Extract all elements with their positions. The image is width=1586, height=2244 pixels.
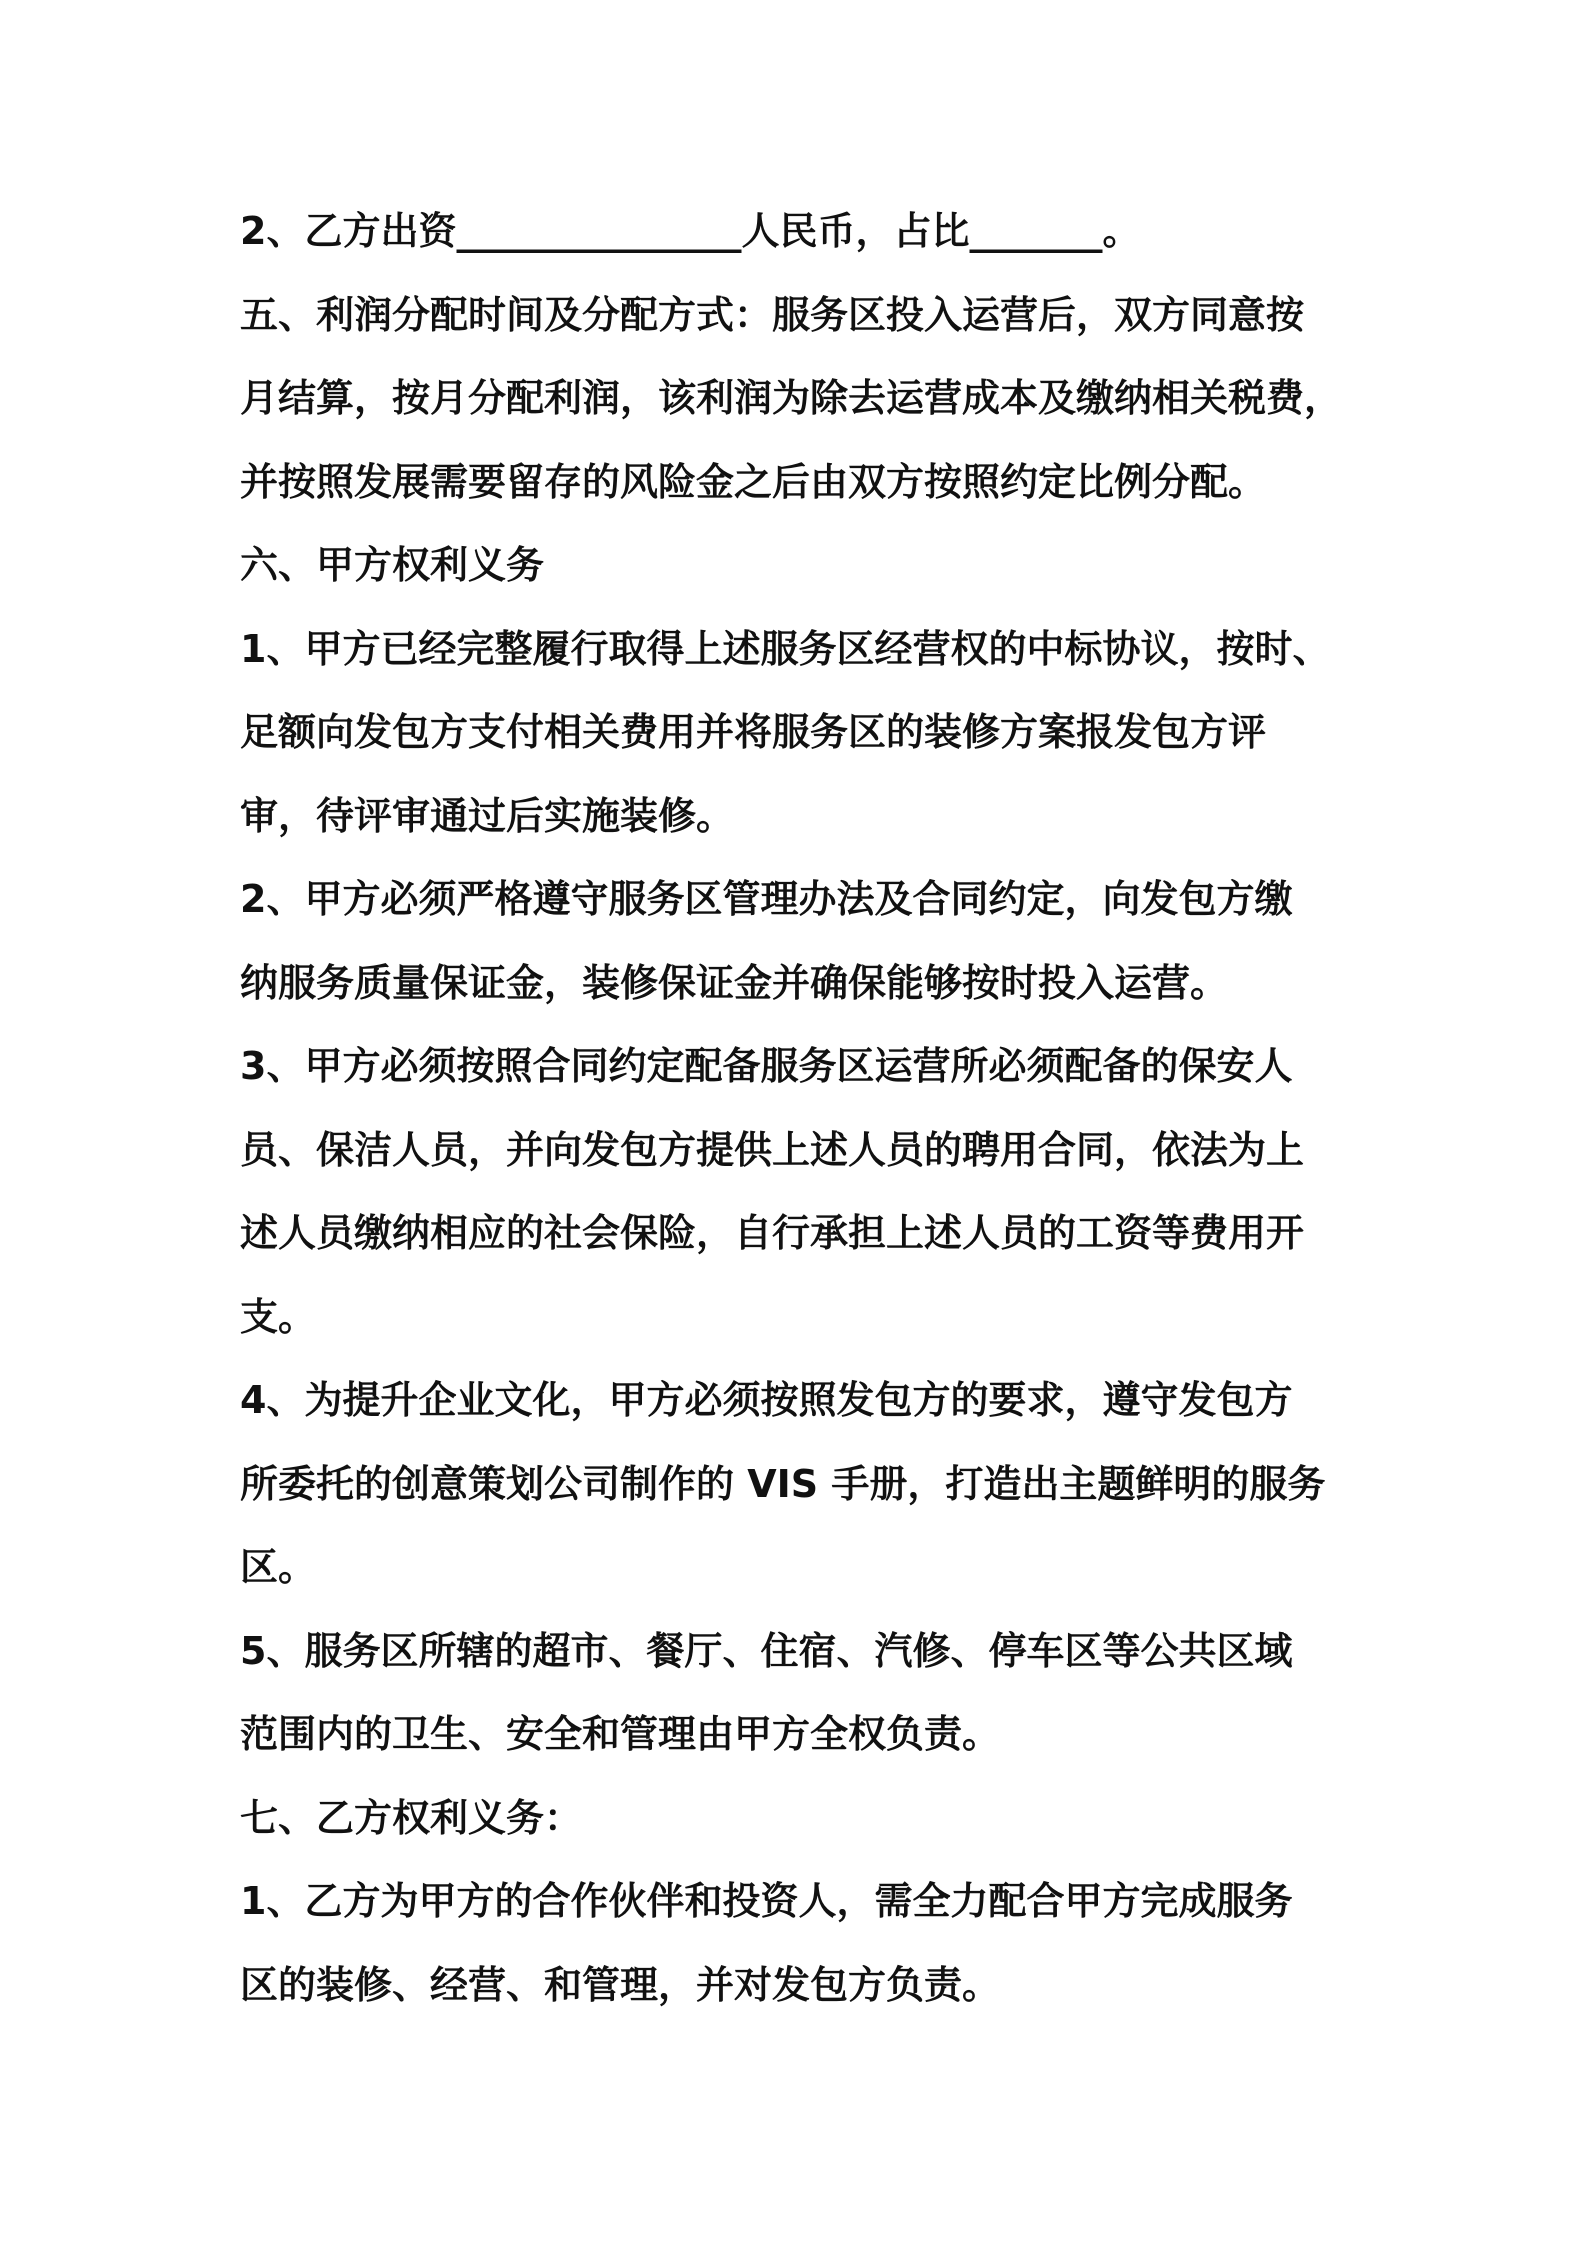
paragraph-line: 审，待评审通过后实施装修。 <box>240 793 735 838</box>
paragraph-line: 足额向发包方支付相关费用并将服务区的装修方案报发包方评 <box>240 710 1267 754</box>
paragraph-line: 区的装修、经营、和管理，并对发包方负责。 <box>240 1962 1001 2007</box>
paragraph-line: 并按照发展需要留存的风险金之后由双方按照约定比例分配。 <box>240 459 1267 504</box>
paragraph-line: 2、乙方出资_______________人民币，占比_______。 <box>240 209 1141 253</box>
paragraph-line: 3、甲方必须按照合同约定配备服务区运营所必须配备的保安人 <box>240 1044 1293 1088</box>
paragraph-line: 五、利润分配时间及分配方式：服务区投入运营后，双方同意按 <box>240 292 1305 337</box>
paragraph-line: 范围内的卫生、安全和管理由甲方全权负责。 <box>240 1712 1001 1756</box>
paragraph-line: 2、甲方必须严格遵守服务区管理办法及合同约定，向发包方缴 <box>240 877 1293 921</box>
document-body <box>240 190 1370 2027</box>
paragraph-line: 所委托的创意策划公司制作的 VIS 手册，打造出主题鲜明的服务 <box>240 1461 1326 1506</box>
paragraph-line: 1、甲方已经完整履行取得上述服务区经营权的中标协议，按时、 <box>240 626 1331 671</box>
paragraph-line: 月结算，按月分配利润，该利润为除去运营成本及缴纳相关税费， <box>240 376 1343 420</box>
paragraph-line: 4、为提升企业文化，甲方必须按照发包方的要求，遵守发包方 <box>240 1378 1293 1422</box>
paragraph-line: 1、乙方为甲方的合作伙伴和投资人，需全力配合甲方完成服务 <box>240 1879 1293 1923</box>
section-heading: 七、乙方权利义务： <box>240 1795 583 1840</box>
section-heading: 六、甲方权利义务 <box>240 543 545 587</box>
paragraph-line: 纳服务质量保证金，装修保证金并确保能够按时投入运营。 <box>240 960 1229 1005</box>
paragraph-line: 支。 <box>240 1294 317 1339</box>
paragraph-line: 述人员缴纳相应的社会保险，自行承担上述人员的工资等费用开 <box>240 1211 1305 1255</box>
paragraph-line: 5、服务区所辖的超市、餐厅、住宿、汽修、停车区等公共区域 <box>240 1628 1293 1673</box>
paragraph-line: 员、保洁人员，并向发包方提供上述人员的聘用合同，依法为上 <box>240 1127 1305 1172</box>
paragraph-line: 区。 <box>240 1545 317 1589</box>
